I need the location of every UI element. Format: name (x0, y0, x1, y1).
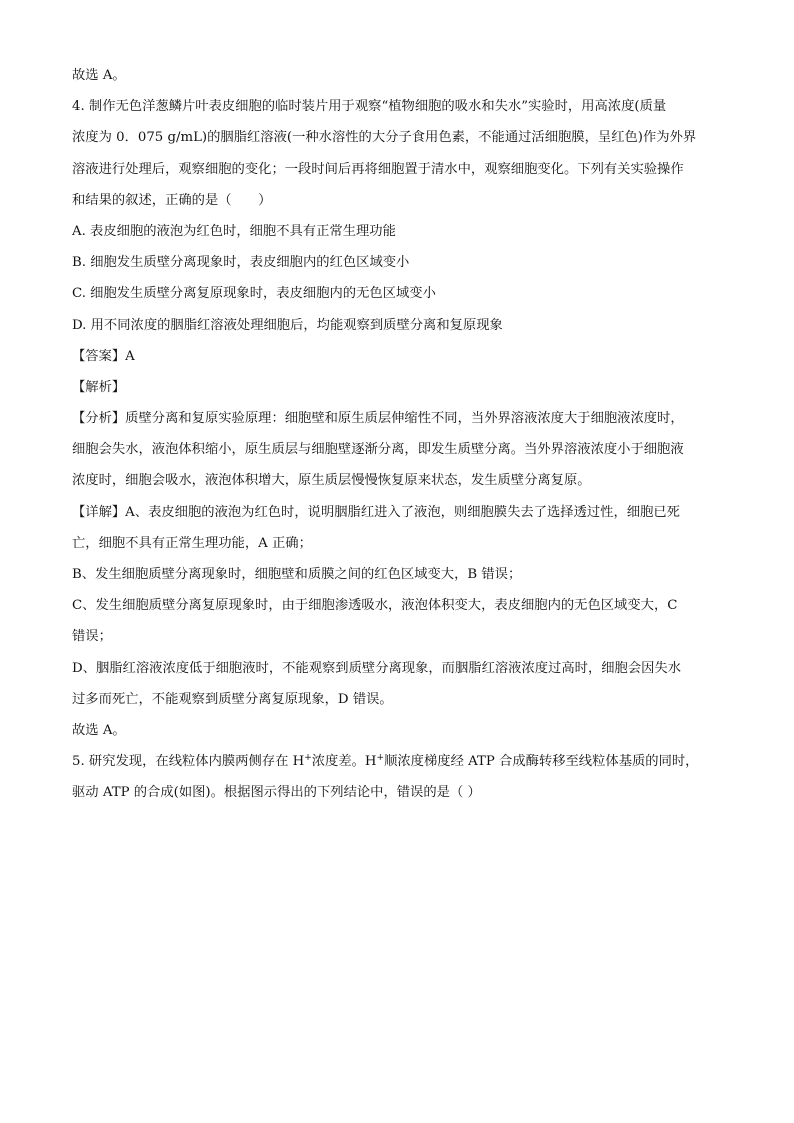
q4-detail-line: 亡，细胞不具有正常生理功能，A 正确； (72, 535, 312, 551)
q4-options (72, 216, 724, 341)
q5-stem-line-1 (72, 746, 724, 777)
q4-analysis-header: 【解析】 (72, 379, 126, 395)
page-content (72, 60, 724, 809)
q4-conclusion: 故选 A。 (72, 722, 126, 738)
q4-detail-line: B、发生细胞质壁分离现象时，细胞壁和质膜之间的红色区域变大，B 错误； (72, 567, 522, 582)
q5-text: 浓度差。H (311, 754, 377, 770)
q4-option-c: C. 细胞发生质壁分离复原现象时，表皮细胞内的无色区域变小 (72, 286, 436, 302)
q4-detail (72, 497, 724, 715)
q4-option-a: A. 表皮细胞的液泡为红色时，细胞不具有正常生理功能 (72, 223, 396, 239)
q4-stem-line: 溶液进行处理后，观察细胞的变化；一段时间后再将细胞置于清水中，观察细胞变化。下列有关实验操作 (72, 161, 684, 177)
q4-analysis-line: 浓度时，细胞会吸水，液泡体积增大，原生质层慢慢恢复原来状态，发生质壁分离复原。 (72, 473, 591, 489)
q5-stem-line-2: 驱动 ATP 的合成(如图)。根据图示得出的下列结论中，错误的是（ ） (72, 785, 481, 801)
q4-answer: 【答案】A (72, 348, 135, 364)
q4-detail-line: 过多而死亡，不能观察到质壁分离复原现象，D 错误。 (72, 691, 393, 707)
q4-detail-line: C、发生细胞质壁分离复原现象时，由于细胞渗透吸水，液泡体积变大，表皮细胞内的无色区域变大，C (72, 598, 678, 614)
superscript-plus: + (376, 753, 385, 764)
q4-stem-line: 和结果的叙述，正确的是（ ） (72, 192, 272, 208)
q4-analysis-line: 【分析】质壁分离和复原实验原理：细胞壁和原生质层伸缩性不同，当外界溶液浓度大于细胞液浓度时， (72, 411, 684, 427)
q4-detail-line: 错误； (72, 629, 112, 645)
q5-text: 5. 研究发现，在线粒体内膜两侧存在 H (72, 754, 305, 770)
q4-stem-line: 4. 制作无色洋葱鳞片叶表皮细胞的临时装片用于观察“植物细胞的吸水和失水”实验时，用高浓度(质量 (72, 99, 667, 115)
superscript-plus: + (304, 753, 312, 764)
q4-detail-line: D、胭脂红溶液浓度低于细胞液时，不能观察到质壁分离现象，而胭脂红溶液浓度过高时，细胞会因失水 (72, 660, 682, 676)
q4-stem-line: 浓度为 0．075 g/mL)的胭脂红溶液(一种水溶性的大分子食用色素，不能通过活细胞膜，呈红色)作为外界 (72, 130, 697, 146)
q5-stem (72, 746, 724, 808)
q5-text: 顺浓度梯度经 ATP 合成酶转移至线粒体基质的同时， (384, 754, 699, 770)
q4-analysis-line: 细胞会失水，液泡体积缩小，原生质层与细胞壁逐渐分离，即发生质壁分离。当外界溶液浓度小于细胞液 (72, 442, 684, 458)
q4-stem (72, 91, 724, 216)
q4-detail-line: 【详解】A、表皮细胞的液泡为红色时，说明胭脂红进入了液泡，则细胞膜失去了选择透过性，细胞已死 (72, 504, 680, 520)
q4-option-d: D. 用不同浓度的胭脂红溶液处理细胞后，均能观察到质壁分离和复原现象 (72, 317, 503, 333)
q4-analysis (72, 403, 724, 497)
q3-conclusion: 故选 A。 (72, 68, 126, 83)
q4-option-b: B. 细胞发生质壁分离现象时，表皮细胞内的红色区域变小 (72, 255, 410, 271)
